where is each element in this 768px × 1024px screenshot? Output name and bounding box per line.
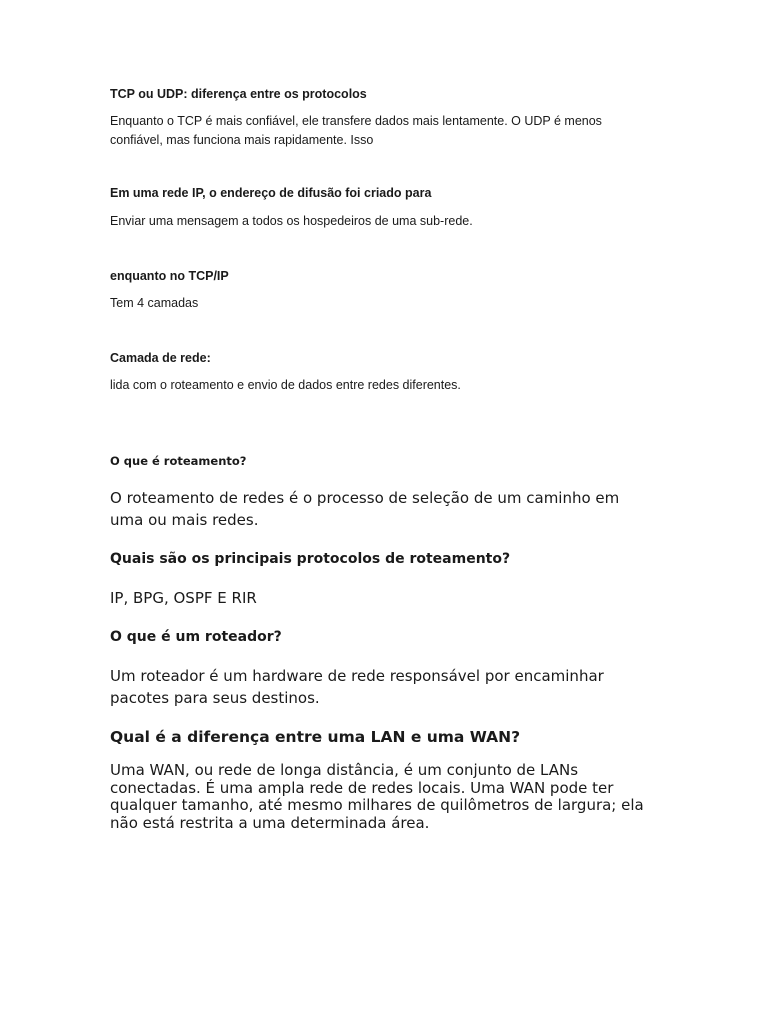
paragraph-tcp-ip: Tem 4 camadas — [110, 296, 199, 310]
paragraph-tcp-udp: Enquanto o TCP é mais confiável, ele transfere dados mais lentamente. O UDP é menos confiável, mas funciona mais rapidamente. Isso — [110, 114, 602, 147]
heading-tcp-udp: TCP ou UDP: diferença entre os protocolos — [110, 87, 367, 101]
paragraph-routing: O roteamento de redes é o processo de seleção de um caminho em uma ou mais redes. — [110, 489, 620, 529]
heading-broadcast-address: Em uma rede IP, o endereço de difusão foi criado para — [110, 186, 432, 200]
paragraph-routing-protocols: IP, BPG, OSPF E RIR — [110, 589, 257, 607]
heading-tcp-ip: enquanto no TCP/IP — [110, 269, 229, 283]
heading-router: O que é um roteador? — [110, 629, 282, 645]
paragraph-network-layer: lida com o roteamento e envio de dados entre redes diferentes. — [110, 378, 461, 392]
heading-routing: O que é roteamento? — [110, 454, 247, 468]
paragraph-lan-wan: Uma WAN, ou rede de longa distância, é um conjunto de LANs conectadas. É uma ampla rede de redes locais. Uma WAN pode ter qualquer tamanho, até mesmo milhares de quilômetros de largura; ela não está restrita a uma determinada área. — [110, 761, 644, 832]
heading-routing-protocols: Quais são os principais protocolos de roteamento? — [110, 551, 511, 567]
paragraph-broadcast-address: Enviar uma mensagem a todos os hospedeiros de uma sub-rede. — [110, 214, 473, 228]
heading-network-layer: Camada de rede: — [110, 351, 211, 365]
heading-lan-wan: Qual é a diferença entre uma LAN e uma WAN? — [110, 728, 521, 746]
paragraph-router: Um roteador é um hardware de rede responsável por encaminhar pacotes para seus destinos. — [110, 667, 604, 707]
